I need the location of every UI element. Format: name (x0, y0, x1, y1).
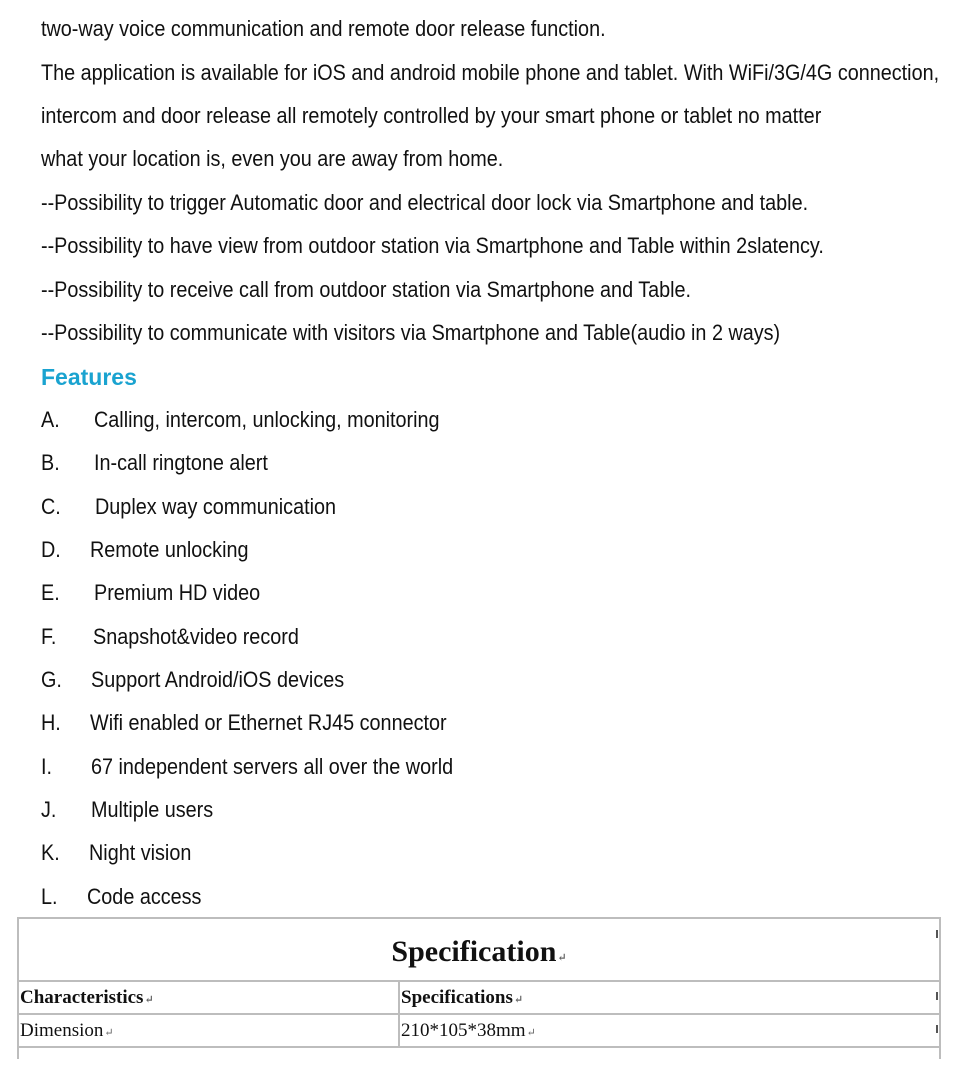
feature-text: Calling, intercom, unlocking, monitoring (94, 407, 440, 432)
feature-text: In-call ringtone alert (94, 450, 268, 475)
feature-letter: C. (41, 494, 61, 519)
table-row (19, 1013, 939, 1046)
benefit-line: --Possibility to receive call from outdoor station via Smartphone and Table. (41, 277, 692, 302)
specification-title-text: Specification (391, 935, 557, 968)
paragraph-mark: ↵ (526, 1027, 536, 1039)
table-header-row (19, 980, 939, 1013)
row-end-marker (936, 1025, 938, 1033)
feature-letter: F. (41, 624, 57, 649)
intro-line: what your location is, even you are away from home. (41, 146, 504, 171)
specification-table (17, 917, 941, 1059)
benefit-line: --Possibility to have view from outdoor station via Smartphone and Table within 2slatency. (41, 233, 824, 258)
header-specifications: Specifications (401, 987, 513, 1008)
table-header-cell (19, 982, 400, 1013)
feature-letter: A. (41, 407, 60, 432)
benefit-line: --Possibility to communicate with visitors via Smartphone and Table(audio in 2 ways) (41, 320, 781, 345)
header-characteristics: Characteristics (20, 987, 144, 1008)
feature-letter: H. (41, 710, 61, 735)
feature-letter: E. (41, 580, 60, 605)
feature-letter: J. (41, 797, 57, 822)
feature-text: Duplex way communication (95, 494, 337, 519)
feature-letter: I. (41, 754, 53, 779)
feature-text: Multiple users (91, 797, 214, 822)
cell-dimension-value: 210*105*38mm (401, 1020, 526, 1041)
table-cell (399, 1015, 939, 1046)
features-heading: Features (41, 364, 137, 390)
cell-dimension-label: Dimension (20, 1020, 104, 1041)
row-end-marker (936, 992, 938, 1000)
specification-title (19, 919, 939, 980)
feature-letter: G. (41, 667, 62, 692)
feature-text: Code access (87, 884, 202, 909)
row-end-marker (936, 930, 938, 938)
feature-letter: L. (41, 884, 58, 909)
paragraph-mark: ↵ (557, 952, 567, 964)
feature-text: 67 independent servers all over the world (91, 754, 454, 779)
benefit-line: --Possibility to trigger Automatic door and electrical door lock via Smartphone and table. (41, 190, 809, 215)
feature-letter: K. (41, 840, 60, 865)
feature-text: Night vision (89, 840, 192, 865)
paragraph-mark: ↵ (144, 994, 154, 1006)
feature-text: Premium HD video (94, 580, 261, 605)
feature-text: Wifi enabled or Ethernet RJ45 connector (90, 710, 447, 735)
paragraph-mark: ↵ (104, 1027, 114, 1039)
feature-letter: B. (41, 450, 60, 475)
intro-line: The application is available for iOS and android mobile phone and tablet. With WiFi/3G/4G connection, (41, 60, 940, 85)
paragraph-mark: ↵ (513, 994, 524, 1006)
feature-letter: D. (41, 537, 61, 562)
feature-text: Snapshot&video record (93, 624, 299, 649)
feature-text: Remote unlocking (90, 537, 249, 562)
table-header-cell (399, 982, 939, 1013)
intro-line: two-way voice communication and remote door release function. (41, 16, 606, 41)
feature-text: Support Android/iOS devices (91, 667, 345, 692)
intro-line: intercom and door release all remotely controlled by your smart phone or tablet no matter (41, 103, 822, 128)
table-cell (19, 1015, 400, 1046)
